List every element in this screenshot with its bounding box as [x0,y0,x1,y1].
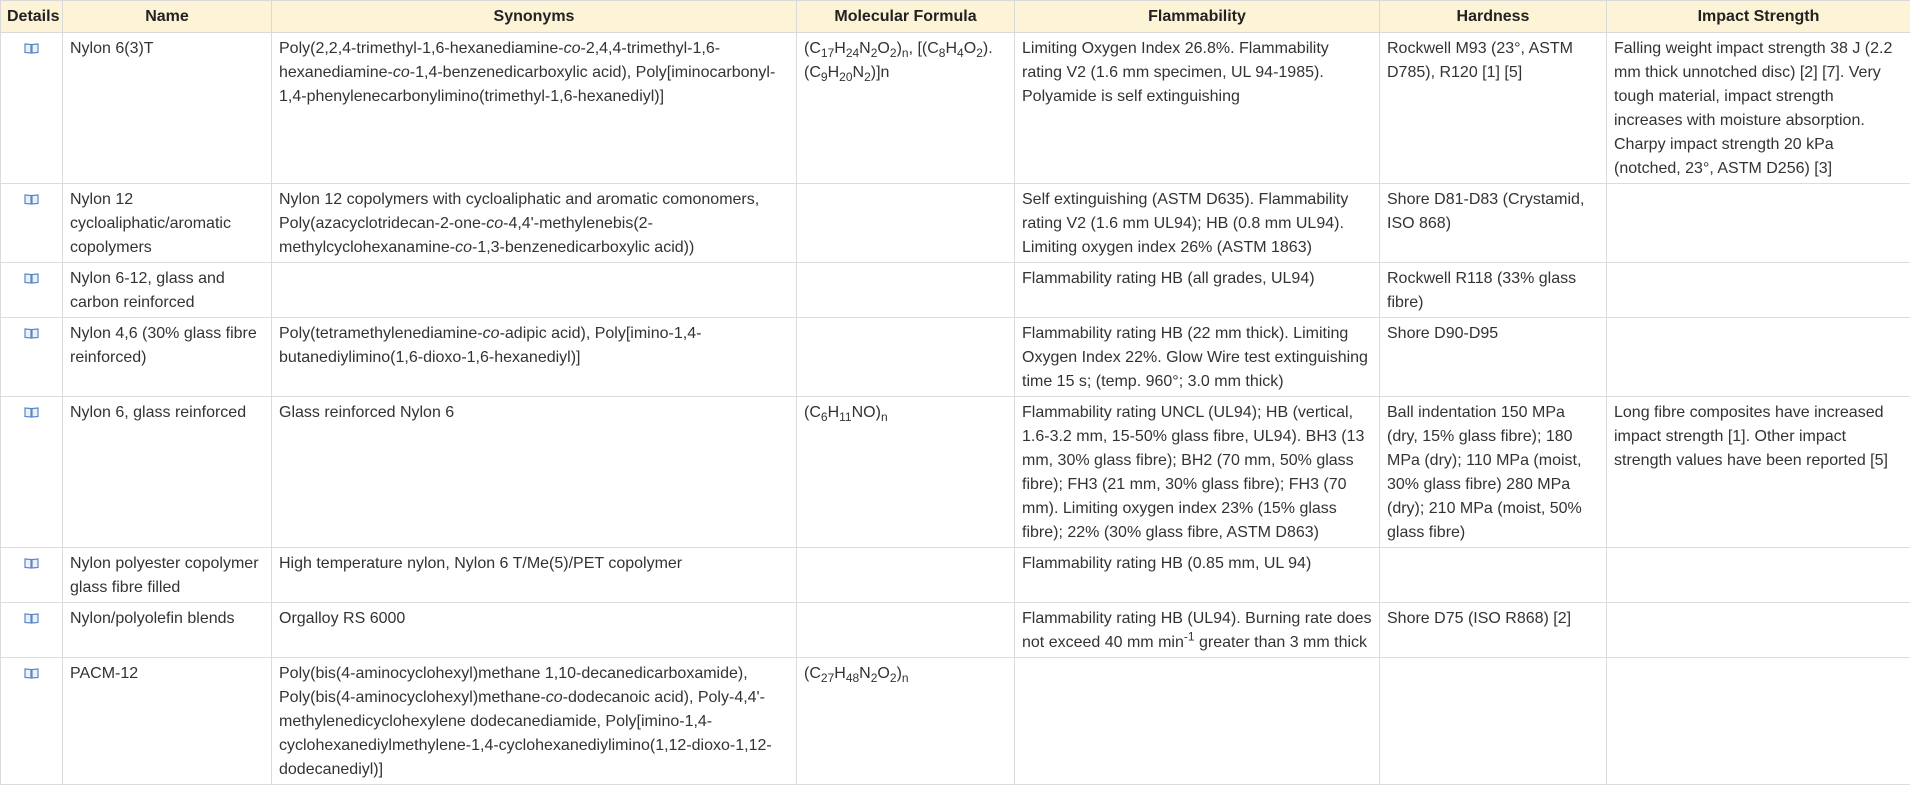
book-icon[interactable] [24,409,39,426]
formula-cell [797,318,1015,397]
synonyms-cell: Orgalloy RS 6000 [272,603,797,658]
flammability-cell: Flammability rating HB (UL94). Burning rate does not exceed 40 mm $\min^{-1}$ greater than 3 mm thick [1015,603,1380,658]
table-row [1,184,1910,263]
book-icon[interactable] [24,615,39,632]
impact-cell [1607,184,1910,263]
details-cell [1,397,63,548]
flammability-cell: Limiting Oxygen Index 26.8%. Flammability rating V2 (1.6 mm specimen, UL 94-1985). Polyamide is self extinguishing [1015,33,1380,184]
synonyms-cell [272,263,797,318]
details-cell [1,318,63,397]
synonyms-cell: Poly(bis(4-aminocyclohexyl)methane 1,10-decanedicarboxamide), Poly(bis(4-aminocyclohexyl)methane-co-dodecanoic acid), Poly-4,4'-methylenedicyclohexylene dodecanediamide, Poly[imino-1,4-cyclohexanediylmethylene-1,4-cyclohexanediylimino(1,12-dioxo-1,12-dodecanediyl)] [272,658,797,785]
name-cell: Nylon 12 cycloaliphatic/aromatic copolymers [63,184,272,263]
impact-cell [1607,263,1910,318]
impact-cell: Long fibre composites have increased impact strength [1]. Other impact strength values have been reported [5] [1607,397,1910,548]
hardness-cell: Rockwell R118 (33% glass fibre) [1380,263,1607,318]
synonyms-cell: High temperature nylon, Nylon 6 T/Me(5)/PET copolymer [272,548,797,603]
synonyms-cell: Glass reinforced Nylon 6 [272,397,797,548]
table-row [1,33,1910,184]
synonyms-cell: Poly(2,2,4-trimethyl-1,6-hexanediamine-co-2,4,4-trimethyl-1,6-hexanediamine-co-1,4-benzenedicarboxylic acid), Poly[iminocarbonyl-1,4-phenylenecarbonylimino(trimethyl-1,6-hexanediyl)] [272,33,797,184]
book-icon[interactable] [24,275,39,292]
impact-cell: Falling weight impact strength 38 J (2.2 mm thick unnotched disc) [2] [7]. Very tough material, impact strength increases with moisture absorption. Charpy impact strength 20 kPa (notched, 23°, ASTM D256) [3] [1607,33,1910,184]
col-header-hardness[interactable]: Hardness [1380,1,1607,33]
impact-cell [1607,603,1910,658]
flammability-cell: Flammability rating HB (all grades, UL94) [1015,263,1380,318]
flammability-cell: Flammability rating HB (22 mm thick). Limiting Oxygen Index 22%. Glow Wire test extinguishing time 15 s; (temp. 960°; 3.0 mm thick) [1015,318,1380,397]
impact-cell [1607,548,1910,603]
details-cell [1,263,63,318]
table-row [1,318,1910,397]
table-row [1,263,1910,318]
col-header-formula[interactable]: Molecular Formula [797,1,1015,33]
name-cell: Nylon 6(3)T [63,33,272,184]
name-cell: Nylon 6, glass reinforced [63,397,272,548]
details-cell [1,603,63,658]
book-icon[interactable] [24,196,39,213]
name-cell: Nylon 4,6 (30% glass fibre reinforced) [63,318,272,397]
book-icon[interactable] [24,670,39,687]
hardness-cell: Shore D81-D83 (Crystamid, ISO 868) [1380,184,1607,263]
col-header-synonyms[interactable]: Synonyms [272,1,797,33]
table-row [1,397,1910,548]
name-cell: PACM-12 [63,658,272,785]
details-cell [1,658,63,785]
formula-cell: $(C_{17}H_{24}N_2O_2)_n$, $[(C_8H_4O_2).(C_9H_{20}N_2)]n$ [797,33,1015,184]
hardness-cell: Shore D90-D95 [1380,318,1607,397]
book-icon[interactable] [24,45,39,62]
flammability-cell: Self extinguishing (ASTM D635). Flammability rating V2 (1.6 mm UL94); HB (0.8 mm UL94). Limiting oxygen index 26% (ASTM 1863) [1015,184,1380,263]
flammability-cell: Flammability rating HB (0.85 mm, UL 94) [1015,548,1380,603]
details-cell [1,33,63,184]
name-cell: Nylon/polyolefin blends [63,603,272,658]
synonyms-cell: Poly(tetramethylenediamine-co-adipic acid), Poly[imino-1,4-butanediylimino(1,6-dioxo-1,6-hexanediyl)] [272,318,797,397]
impact-cell [1607,318,1910,397]
hardness-cell [1380,658,1607,785]
table-row [1,548,1910,603]
formula-cell: $(C_{27}H_{48}N_2O_2)_n$ [797,658,1015,785]
formula-cell: $(C_6H_{11}NO)_n$ [797,397,1015,548]
hardness-cell: Shore D75 (ISO R868) [2] [1380,603,1607,658]
name-cell: Nylon 6-12, glass and carbon reinforced [63,263,272,318]
synonyms-cell: Nylon 12 copolymers with cycloaliphatic and aromatic comonomers, Poly(azacyclotridecan-2-one-co-4,4'-methylenebis(2-methylcyclohexanamine-co-1,3-benzenedicarboxylic acid)) [272,184,797,263]
hardness-cell: Ball indentation 150 MPa (dry, 15% glass fibre); 180 MPa (dry); 110 MPa (moist, 30% glass fibre) 280 MPa (dry); 210 MPa (moist, 50% glass fibre) [1380,397,1607,548]
impact-cell [1607,658,1910,785]
formula-cell [797,603,1015,658]
name-cell: Nylon polyester copolymer glass fibre filled [63,548,272,603]
header-row [1,1,1910,33]
hardness-cell [1380,548,1607,603]
table-row [1,603,1910,658]
col-header-details[interactable]: Details [1,1,63,33]
book-icon[interactable] [24,560,39,577]
details-cell [1,184,63,263]
flammability-cell: Flammability rating UNCL (UL94); HB (vertical, 1.6-3.2 mm, 15-50% glass fibre, UL94). BH3 (13 mm, 30% glass fibre); BH2 (70 mm, 50% glass fibre); FH3 (21 mm, 30% glass fibre); FH3 (70 mm). Limiting oxygen index 23% (15% glass fibre); 22% (30% glass fibre, ASTM D863) [1015,397,1380,548]
book-icon[interactable] [24,330,39,347]
formula-cell [797,548,1015,603]
details-cell [1,548,63,603]
col-header-flammability[interactable]: Flammability [1015,1,1380,33]
table-row [1,658,1910,785]
formula-cell [797,184,1015,263]
flammability-cell [1015,658,1380,785]
col-header-name[interactable]: Name [63,1,272,33]
formula-cell [797,263,1015,318]
col-header-impact[interactable]: Impact Strength [1607,1,1910,33]
hardness-cell: Rockwell M93 (23°, ASTM D785), R120 [1] [5] [1380,33,1607,184]
